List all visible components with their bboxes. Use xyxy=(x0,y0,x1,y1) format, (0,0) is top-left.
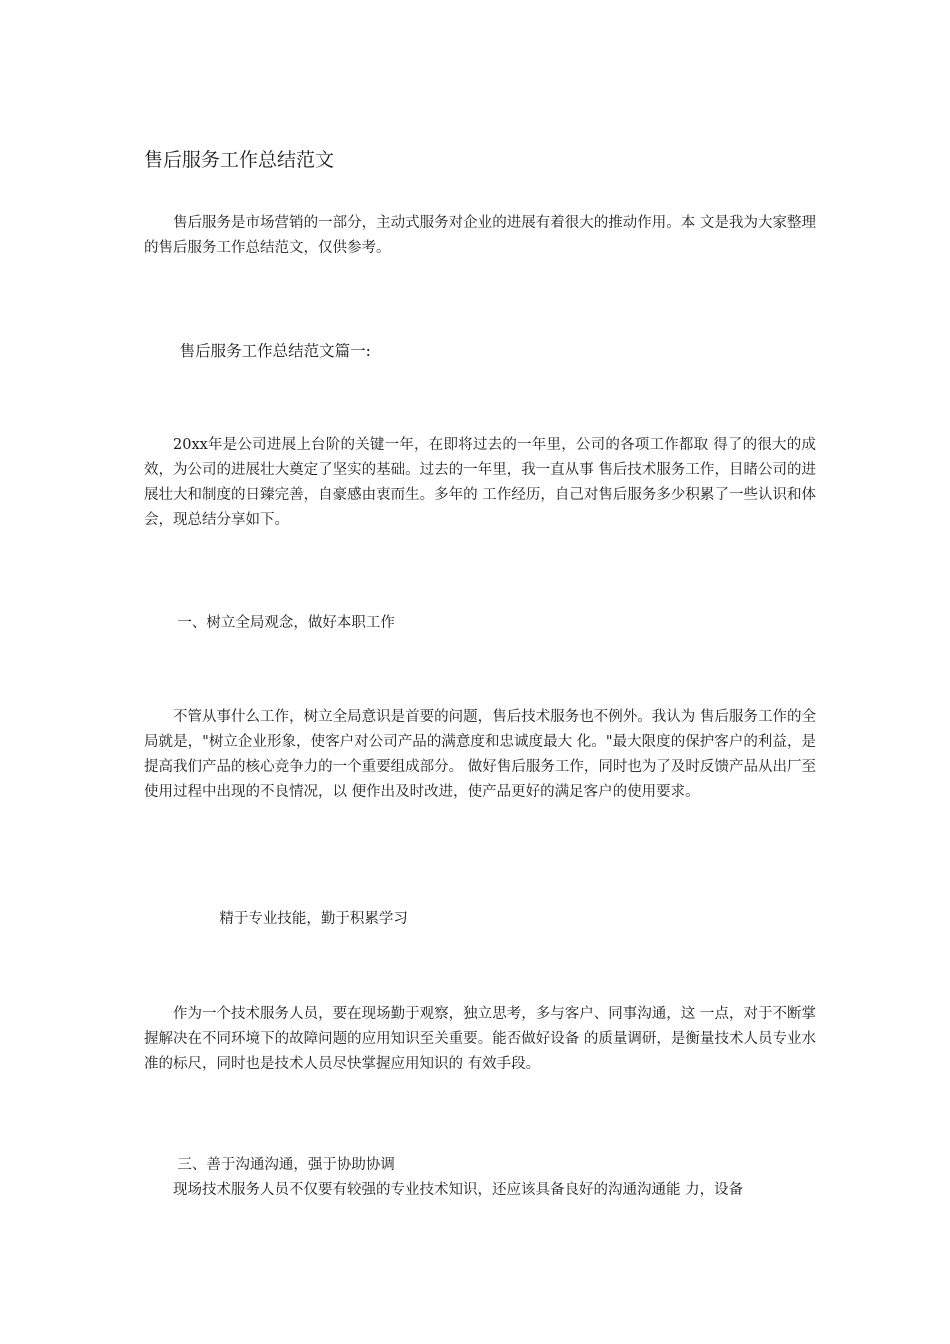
point-3-heading: 三、善于沟通沟通，强于协助协调 xyxy=(177,1157,395,1173)
point-2-heading: 精于专业技能，勤于积累学习 xyxy=(219,911,408,927)
body-paragraph-2: 不管从事什么工作，树立全局意识是首要的问题，售后技术服务也不例外。我认为 售后服务工作的全局就是，"树立企业形象，使客户对公司产品的满意度和忠诚度最大 化。"最大限度的保护客户的利益，是提高我们产品的核心竞争力的一个重要组成部分。 做好售后服务工作，同时也为了及时反馈产品从出厂至使用过程中出现的不良情况，以 便作出及时改进，使产品更好的满足客户的使用要求。 xyxy=(144,709,816,800)
body-paragraph-4: 现场技术服务人员不仅要有较强的专业技术知识，还应该具备良好的沟通沟通能 力，设备 xyxy=(173,1182,744,1198)
intro-paragraph: 售后服务是市场营销的一部分，主动式服务对企业的进展有着很大的推动作用。本 文是我为大家整理的售后服务工作总结范文，仅供参考。 xyxy=(144,215,816,256)
section-heading: 售后服务工作总结范文篇一: xyxy=(179,342,371,360)
point-1-heading: 一、树立全局观念，做好本职工作 xyxy=(177,615,395,631)
body-paragraph-3: 作为一个技术服务人员，要在现场勤于观察，独立思考，多与客户、同事沟通，这 一点，对于不断掌握解决在不同环境下的故障问题的应用知识至关重要。能否做好设备 的质量调研，是衡量技术人员专业水准的标尺，同时也是技术人员尽快掌握应用知识的 有效手段。 xyxy=(144,1006,816,1072)
body-paragraph-1: 20xx年是公司进展上台阶的关键一年，在即将过去的一年里，公司的各项工作都取 得了的很大的成效，为公司的进展壮大奠定了坚实的基础。过去的一年里，我一直从事 售后技术服务工作，目睹公司的进展壮大和制度的日臻完善，自豪感由衷而生。多年的 工作经历，自己对售后服务多少积累了一些认识和体会，现总结分享如下。 xyxy=(144,437,816,528)
document-title: 售后服务工作总结范文 xyxy=(144,149,335,171)
